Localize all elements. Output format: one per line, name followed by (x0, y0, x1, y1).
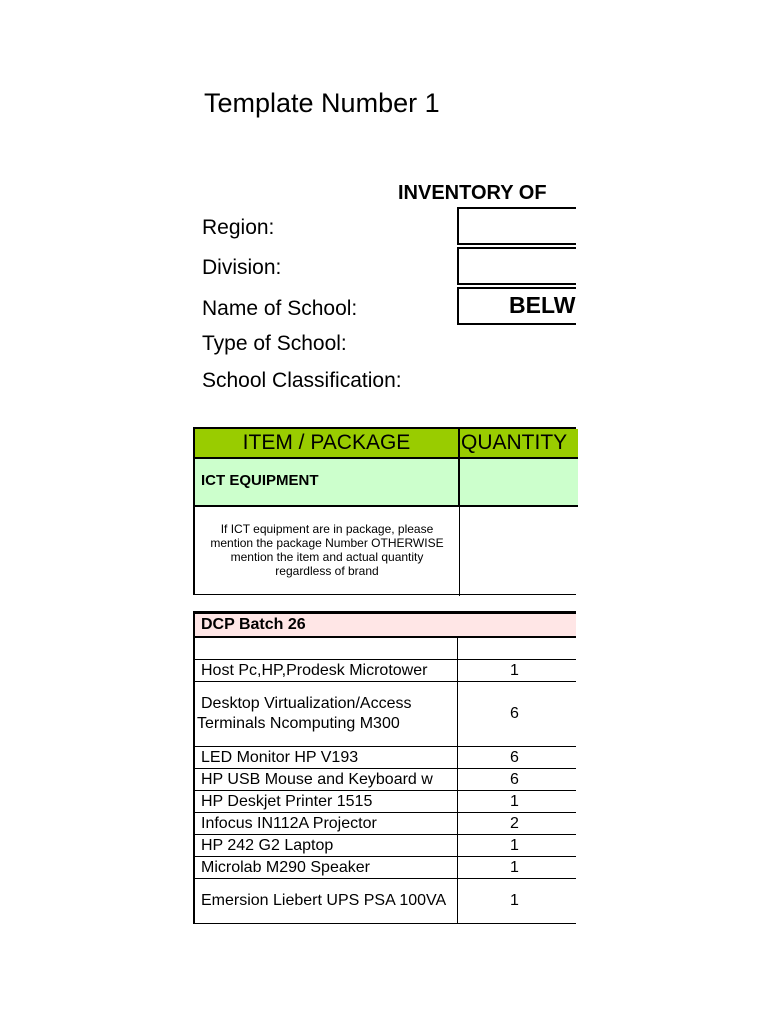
school-type-label: Type of School: (202, 332, 347, 355)
batch-header-row (195, 614, 576, 638)
school-name-input[interactable]: BELW (457, 287, 576, 325)
page-title: Template Number 1 (204, 88, 440, 118)
table-row[interactable] (195, 813, 576, 835)
batch-name: DCP Batch 26 (201, 616, 306, 633)
table-row[interactable] (195, 769, 576, 791)
item-name: Emersion Liebert UPS PSA 100VA (195, 879, 458, 923)
inventory-title: INVENTORY OF (398, 182, 547, 204)
table-row[interactable] (195, 660, 576, 682)
item-name: Microlab M290 Speaker (195, 857, 458, 878)
blank-row (195, 638, 576, 660)
table-row[interactable] (195, 791, 576, 813)
items-table (193, 611, 576, 924)
division-label: Division: (202, 256, 282, 279)
instruction-note: If ICT equipment are in package, please mention the package Number OTHERWISE mention the item and actual quantity regardless of brand (195, 507, 460, 596)
region-input[interactable] (457, 207, 576, 245)
item-package-header: ITEM / PACKAGE (195, 429, 460, 459)
item-name: HP 242 G2 Laptop (195, 835, 458, 856)
item-name: Host Pc,HP,Prodesk Microtower (195, 660, 458, 681)
item-qty: 6 (510, 705, 519, 722)
item-name: Desktop Virtualization/Access Terminals Ncomputing M300 (195, 682, 458, 746)
item-name: HP Deskjet Printer 1515 (195, 791, 458, 812)
ict-equipment-quantity-cell[interactable] (460, 459, 578, 507)
school-classification-label: School Classification: (202, 369, 402, 392)
quantity-header: QUANTITY (460, 429, 578, 459)
item-qty: 1 (510, 661, 519, 679)
item-qty: 6 (510, 748, 519, 766)
item-qty: 2 (510, 814, 519, 832)
school-name-label: Name of School: (202, 297, 358, 320)
item-name: HP USB Mouse and Keyboard w (195, 769, 458, 790)
item-qty: 1 (510, 892, 519, 909)
table-row[interactable] (195, 682, 576, 747)
item-header-table (193, 427, 576, 595)
item-qty: 1 (510, 858, 519, 876)
table-row[interactable] (195, 879, 576, 924)
division-input[interactable] (457, 247, 576, 285)
region-label: Region: (202, 216, 275, 239)
ict-equipment-heading: ICT EQUIPMENT (195, 459, 460, 507)
item-qty: 1 (510, 792, 519, 810)
table-row[interactable] (195, 835, 576, 857)
table-row[interactable] (195, 857, 576, 879)
item-qty: 6 (510, 770, 519, 788)
table-row[interactable] (195, 747, 576, 769)
item-qty: 1 (510, 836, 519, 854)
item-name: LED Monitor HP V193 (195, 747, 458, 768)
item-name: Infocus IN112A Projector (195, 813, 458, 834)
